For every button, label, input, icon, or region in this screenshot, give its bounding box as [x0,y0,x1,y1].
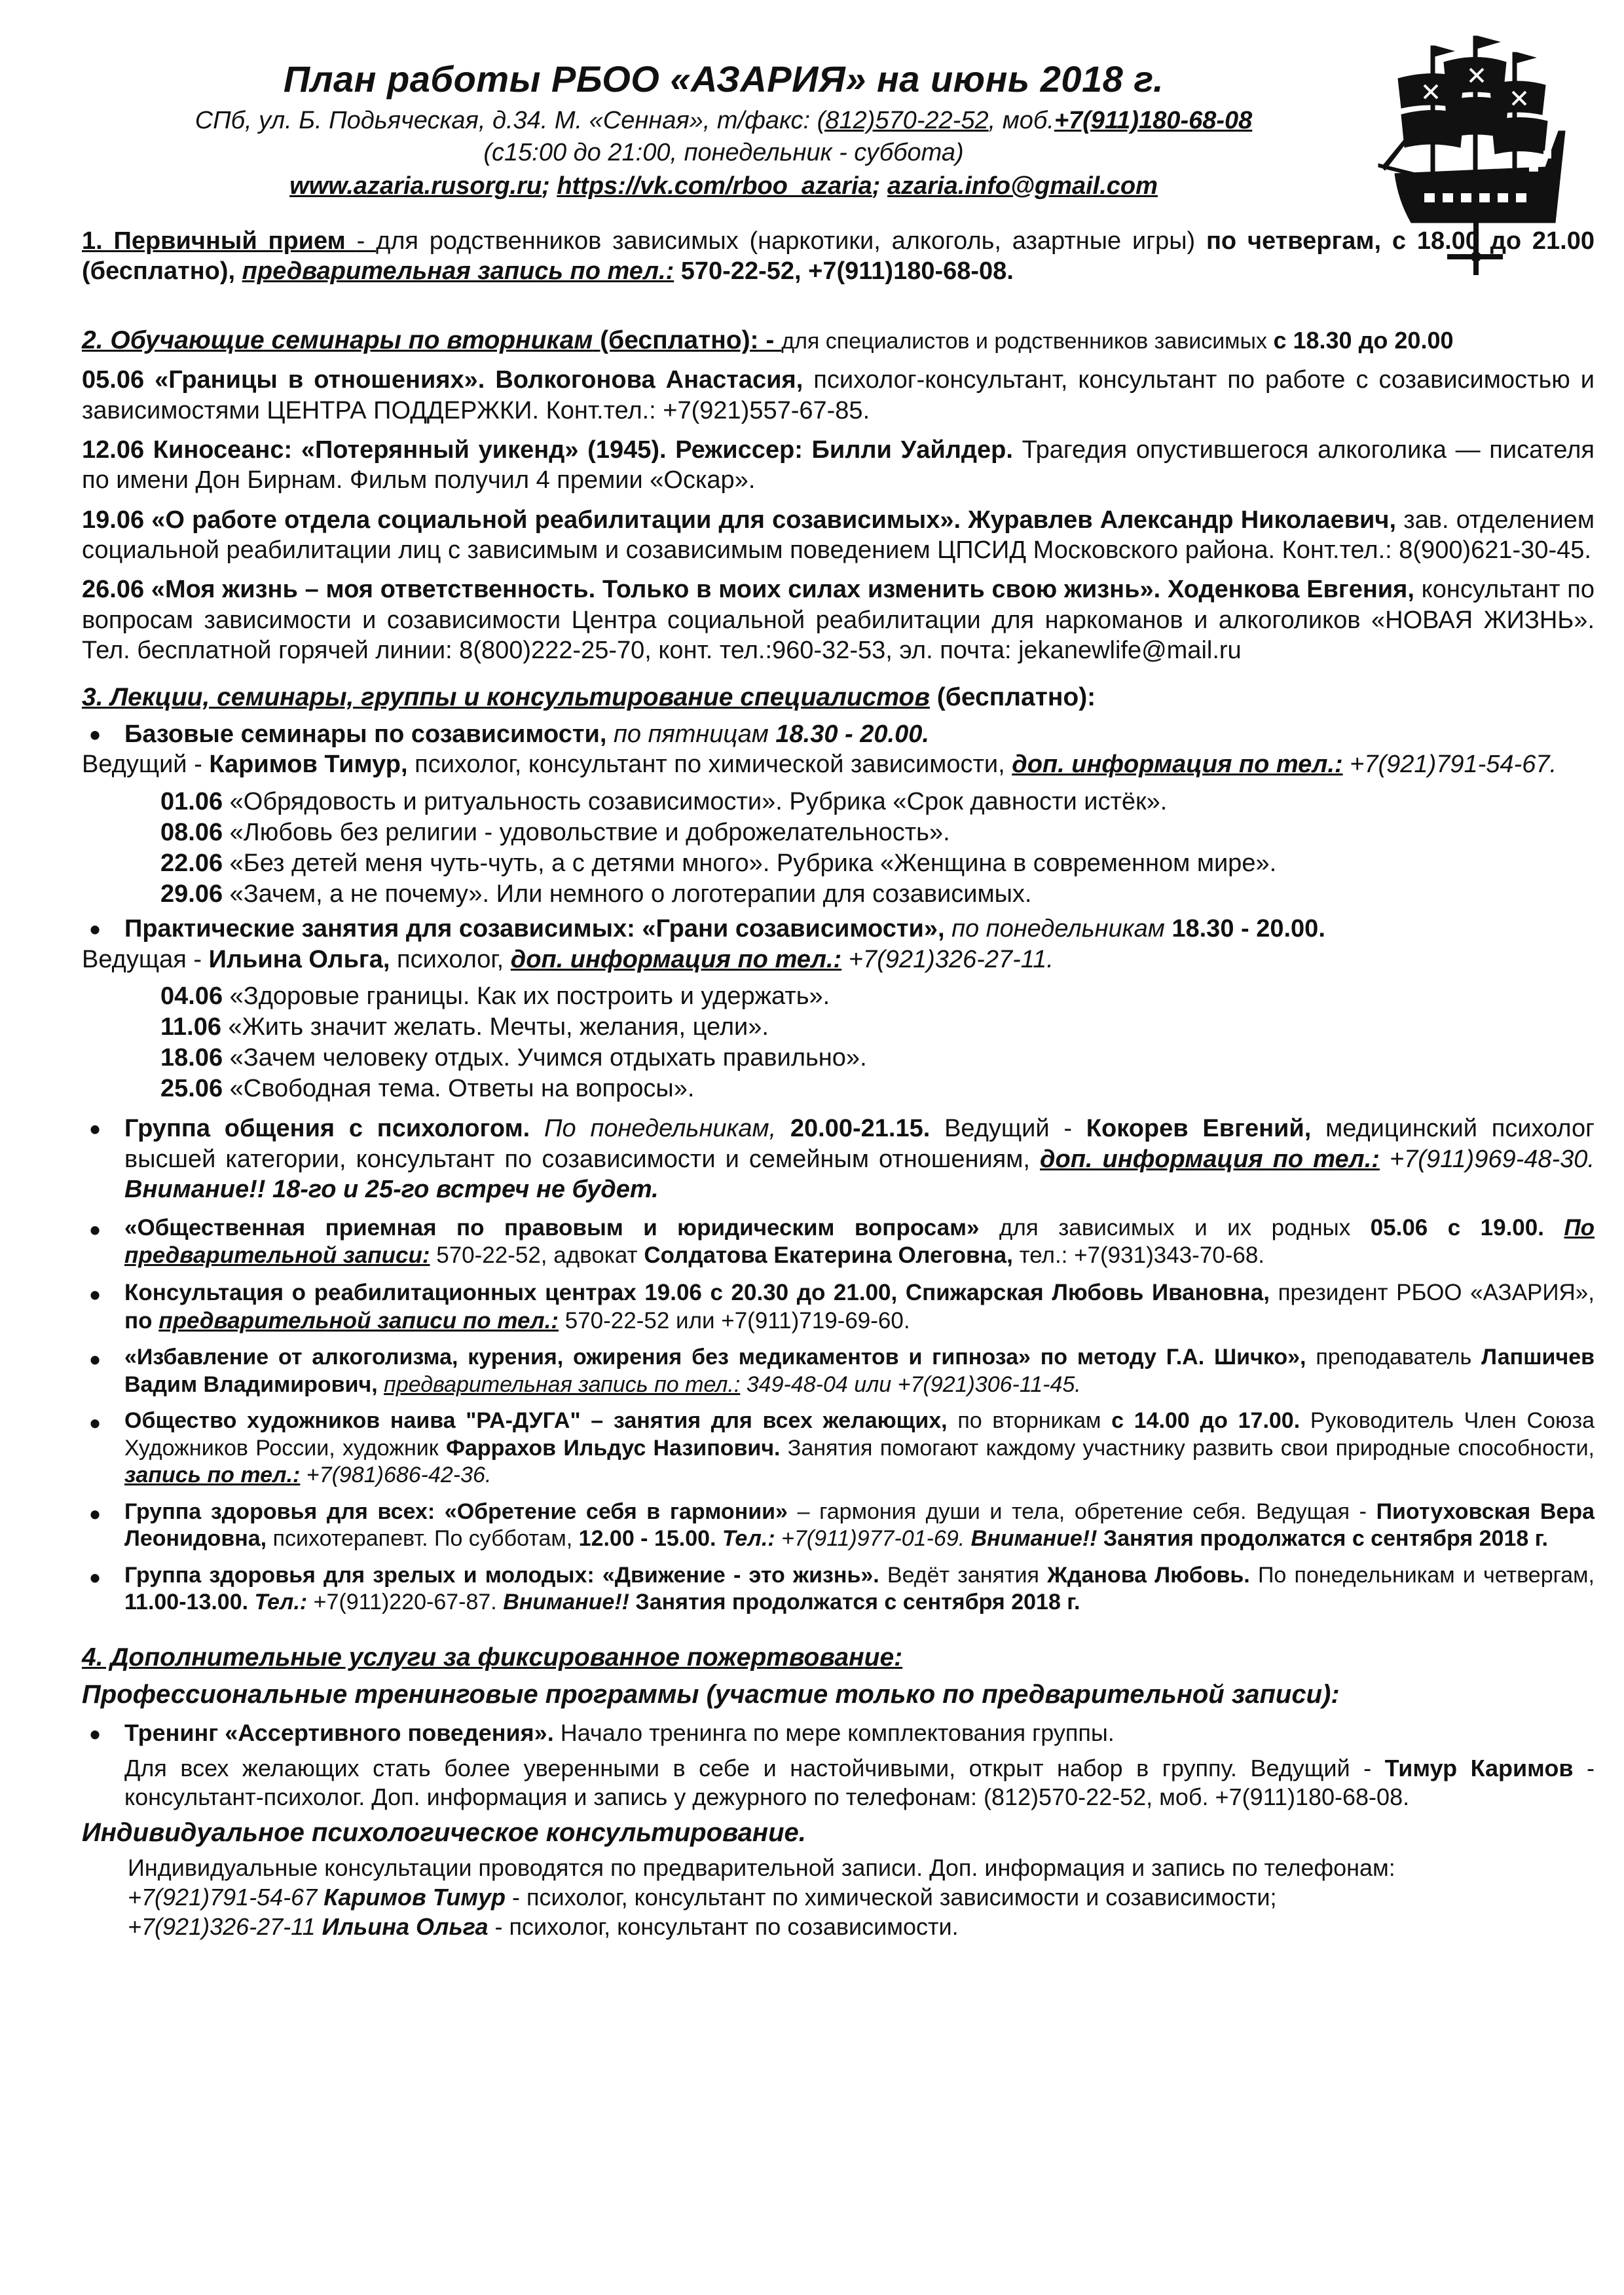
seminar-text: консультант по вопросам зависимости и созависимости Центра социальной реабилитации для наркоманов и алкоголиков «НОВАЯ ЖИЗНЬ». Тел. бесплатной горячей линии: 8(800)222-25-70, конт. тел.:960-32-53, эл. почта: jekanewlife@mail.ru [82,576,1595,665]
bullet-phone: +7(981)686-42-36. [300,1463,492,1488]
item-text: «Зачем человеку отдых. Учимся отдыхать правильно». [223,1044,867,1072]
bullet-when: по пятницам [606,720,776,749]
bullet-phone: 570-22-52 или +7(911)719-69-60. [559,1307,910,1334]
list-item [160,787,1595,817]
list-item [160,848,1595,879]
bullet-time: 18.30 - 20.00. [775,720,929,749]
section-1-prereg: предварительная запись по тел.: [242,257,674,286]
mobile-label: , моб. [988,107,1054,134]
document-header [79,46,1369,200]
bullet-phone: +7(911)220-67-87. [307,1590,504,1614]
bullet-when: По понедельникам, [530,1115,790,1143]
consultant-row [128,1882,1595,1912]
info-phone: +7(911)969-48-30. [1379,1145,1595,1173]
leader-name: Каримов Тимур, [209,751,408,779]
consultant-desc: - психолог, консультант по химической зависимости и созависимости; [506,1883,1277,1911]
bullet-title: «Избавление от алкоголизма, курения, ожирения без медикаментов и гипноза» по методу Г.А. Шичко», [124,1345,1306,1370]
leader-name: Жданова Любовь. [1047,1562,1250,1588]
item-date: 08.06 [160,818,223,846]
item-date: 22.06 [160,849,223,878]
item-text: «Зачем, а не почему». Или немного о логотерапии для созависимых. [223,880,1032,908]
phone-fax: (812)570-22-52 [817,107,989,134]
section-1-text: для родственников зависимых (наркотики, алкоголь, азартные игры) [376,227,1206,255]
bullet-title: Базовые семинары по созависимости, [124,720,607,749]
bullet-health-group-mature [82,1562,1595,1616]
document-content [82,226,1595,1941]
section-1-schedule: по четвергам, с 18.00 до 21.00 (бесплатно), [82,227,1595,286]
section-1-dash: - [356,227,377,255]
bullet-title: Практические занятия для созависимых: «Грани созависимости», [124,915,945,943]
website-link[interactable]: www.azaria.rusorg.ru [289,172,542,200]
bullet-text: 570-22-52, адвокат [430,1242,644,1269]
address-text: СПб, ул. Б. Подьяческая, д.34. М. «Сенная», т/факс: [194,107,817,134]
bullet-psychologist-group [82,1113,1595,1204]
tel-label: Тел.: [716,1526,775,1552]
section-2-time: с 18.30 до 20.00 [1273,326,1454,354]
bullet-phone: +7(911)977-01-69. [775,1526,971,1552]
item-text: «Без детей меня чуть-чуть, а с детями много». Рубрика «Женщина в современном мире». [223,849,1277,878]
training-programs-heading: Профессиональные тренинговые программы (участие только по предварительной записи): [82,1680,1340,1709]
section-2-free: (бесплатно): [593,326,759,354]
bullet-title: Группа здоровья для всех: «Обретение себя в гармонии» [124,1499,788,1524]
bullet-phone: тел.: +7(931)343-70-68. [1012,1242,1265,1269]
consultant-name: Каримов Тимур [323,1883,506,1911]
item-text: «Жить значит желать. Мечты, желания, цели». [221,1013,769,1041]
consultant-phone: +7(921)326-27-11 [128,1912,316,1940]
prereg-label: предварительная запись по тел.: [384,1371,741,1397]
bullet-phone: 349-48-04 или +7(921)306-11-45. [740,1371,1081,1397]
leader-name: Пиотуховская Вера Леонидовна, [124,1499,1595,1552]
bullet-text: По понедельникам и четвергам, [1249,1562,1595,1588]
section-3-header [82,682,1595,713]
page-title: План работы РБОО «АЗАРИЯ» на июнь 2018 г. [283,58,1164,100]
consultant-row [128,1912,1595,1941]
section-2-header [82,325,1595,356]
attention-label: Внимание!! [970,1526,1098,1552]
leader-desc: медицинский психолог высшей категории, консультант по созависимости и семейным отношениям, [124,1115,1595,1173]
info-phone: +7(921)326-27-11. [841,945,1054,973]
list-item [160,1073,1595,1104]
section-2-audience: для специалистов и родственников зависимых [781,328,1274,354]
email-link[interactable]: azaria.info@gmail.com [887,172,1158,200]
leader-desc: психолог, [390,945,511,973]
seminar-text: Трагедия опустившегося алкоголика — писателя по имени Дон Бирнам. Фильм получил 4 премии «Оскар». [82,436,1595,494]
info-label: доп. информация по тел.: [510,945,842,973]
prereg-label: запись по тел.: [124,1463,301,1488]
tel-label: Тел.: [248,1590,308,1614]
prereg-label: По предварительной записи: [124,1214,1595,1269]
training-lead: Тимур Каримов [1384,1754,1574,1782]
bullet-text: президент РБОО «АЗАРИЯ», [1270,1279,1595,1305]
bullet-text: психотерапевт. По субботам, [267,1526,579,1552]
bullet-basic-seminars: • • Базовые семинары по созависимости, по пятницам 18.30 - 20.00. Ведущий - Каримов Тимур, психолог, консультант по химической зависимости, доп. информация по тел.: +7(921)791-54-67. [82,719,1595,780]
list-item [160,879,1595,910]
list-item [160,1012,1595,1043]
seminar-item [82,574,1595,665]
training-description [82,1754,1595,1812]
bullet-date: 05.06 с 19.00. [1370,1214,1564,1241]
bullet-assertive-training [82,1719,1595,1747]
list-item [160,981,1595,1012]
seminar-title: 19.06 «О работе отдела социальной реабилитации для созависимых». Журавлев Александр Николаевич, [82,506,1397,534]
item-date: 01.06 [160,787,223,815]
bullet-time: 18.30 - 20.00. [1172,915,1325,943]
info-label: доп. информация по тел.: [1012,751,1343,779]
attention-label: Внимание!! [503,1590,629,1614]
consultant-phone: +7(921)791-54-67 [128,1883,318,1911]
section-3-heading: 3. Лекции, семинары, группы и консультирование специалистов [82,682,930,711]
consultant-desc: - психолог, консультант по созависимости. [488,1912,959,1940]
bullet-time: 12.00 - 15.00. [578,1526,716,1552]
bullet-text: Ведёт занятия [879,1562,1048,1588]
seminar-text: психолог-консультант, консультант по работе с созависимостью и зависимостями ЦЕНТРА ПОДДЕРЖКИ. Конт.тел.: +7(921)557-67-85. [82,366,1595,424]
section-1-heading: 1. Первичный прием [82,227,357,255]
section-2-heading: 2. Обучающие семинары по вторникам [82,326,593,354]
bullet-artists-society [82,1408,1595,1489]
list-item [160,817,1595,848]
item-date: 25.06 [160,1075,223,1103]
item-date: 04.06 [160,982,223,1010]
seminar-item [82,505,1595,566]
bullet-health-group-all [82,1499,1595,1553]
practical-session-list [82,981,1595,1104]
list-item [160,1043,1595,1073]
individual-text: Индивидуальные консультации проводятся по предварительной записи. Доп. информация и запись по телефонам: [128,1854,1395,1881]
section-1-phones: 570-22-52, +7(911)180-68-08. [674,257,1014,286]
basic-seminar-list [82,787,1595,910]
bullet-text: Руководитель Член Союза Художников России, художник [124,1408,1595,1461]
info-label: доп. информация по тел.: [1040,1145,1380,1173]
section-2-dash: - [758,326,782,354]
item-text: «Обрядовость и ритуальность созависимости». Рубрика «Срок давности истёк». [223,787,1168,815]
bullet-rehab-consultation [82,1279,1595,1335]
bullet-by: по [124,1307,159,1334]
bullet-text: Занятия помогают каждому участнику развить свои природные способности, [780,1435,1595,1461]
bullet-legal-reception [82,1214,1595,1270]
individual-consulting-heading: Индивидуальное психологическое консультирование. [82,1818,806,1847]
bullet-shichko-method [82,1344,1595,1398]
leader-label: Ведущий - [82,751,210,779]
seminar-item [82,365,1595,426]
seminar-title: 05.06 «Границы в отношениях». Волкогонова Анастасия, [82,366,803,394]
training-desc-text: Для всех желающих стать более уверенными в себе и настойчивыми, открыт набор в группу. Ведущий - [124,1754,1385,1782]
bullet-title: «Общественная приемная по правовым и юридическим вопросам» [124,1214,980,1241]
leader-desc: психолог, консультант по химической зависимости, [407,751,1012,779]
seminar-title: 26.06 «Моя жизнь – моя ответственность. Только в моих силах изменить свою жизнь». Ходенкова Евгения, [82,576,1414,604]
seminar-item [82,435,1595,496]
leader-label: Ведущая - [82,945,209,973]
item-text: «Любовь без религии - удовольствие и доброжелательность». [223,818,950,846]
bullet-title: Общество художников наива "РА-ДУГА" – занятия для всех желающих, [124,1408,948,1434]
attention-note: Занятия продолжатся с сентября 2018 г. [629,1590,1080,1614]
working-hours: (с15:00 до 21:00, понедельник - суббота) [483,139,964,166]
item-date: 18.06 [160,1044,223,1072]
attention-note: Занятия продолжатся с сентября 2018 г. [1097,1526,1548,1552]
address-line [79,107,1369,135]
section-1 [82,226,1595,287]
item-text: «Свободная тема. Ответы на вопросы». [223,1075,695,1103]
bullet-title: Группа здоровья для зрелых и молодых: «Движение - это жизнь». [124,1562,879,1588]
training-text: Начало тренинга по мере комплектования группы. [553,1719,1115,1747]
leader-name: Ильина Ольга, [208,945,390,973]
lawyer-name: Солдатова Екатерина Олеговна, [644,1242,1013,1269]
bullet-text: по вторникам [947,1408,1112,1434]
training-title: Тренинг «Ассертивного поведения». [124,1719,554,1747]
seminar-text: зав. отделением социальной реабилитации лиц с зависимым и созависимым поведением ЦПСИД Московского района. Конт.тел.: 8(900)621-30-45. [82,506,1595,565]
item-text: «Здоровые границы. Как их построить и удержать». [223,982,830,1010]
mobile-phone: +7(911)180-68-08 [1054,107,1253,134]
training-desc-text: - консультант-психолог. Доп. информация и запись у дежурного по телефонам: (812)570-22-52, моб. +7(911)180-68-08. [124,1754,1595,1810]
bullet-text: для зависимых и их родных [979,1214,1371,1241]
vk-link[interactable]: https://vk.com/rboo_azaria [557,172,872,200]
bullet-time: 20.00-21.15. [790,1115,931,1143]
bullet-text: – гармония души и тела, обретение себя. Ведущая - [787,1499,1376,1524]
info-phone: +7(921)791-54-67. [1342,751,1557,779]
bullet-time: с 14.00 до 17.00. [1111,1408,1301,1434]
artist-name: Фаррахов Ильдус Назипович. [445,1435,781,1461]
contact-links: www.azaria.rusorg.ru; https://vk.com/rboo_azaria; azaria.info@gmail.com [289,172,1158,200]
bullet-title: Консультация о реабилитационных центрах 19.06 с 20.30 до 21.00, Спижарская Любовь Ивановна, [124,1279,1270,1305]
teacher-name: Лапшичев Вадим Владимирович, [124,1345,1595,1397]
bullet-title: Группа общения с психологом. [124,1115,530,1143]
leader-label: Ведущий - [930,1115,1086,1143]
item-date: 11.06 [160,1013,221,1041]
bullet-when: по понедельникам [944,915,1172,943]
seminar-title: 12.06 Киносеанс: «Потерянный уикенд» (1945). Режиссер: Билли Уайлдер. [82,436,1013,464]
prereg-label: предварительной записи по тел.: [158,1307,559,1334]
individual-consulting-info [82,1853,1595,1941]
attention-note: Внимание!! 18-го и 25-го встреч не будет. [124,1176,659,1204]
leader-name: Кокорев Евгений, [1086,1115,1312,1143]
bullet-text: преподаватель [1306,1345,1482,1370]
bullet-time: 11.00-13.00. [124,1590,249,1614]
consultant-name: Ильина Ольга [322,1912,489,1940]
section-3-free: (бесплатно): [929,682,1096,711]
bullet-practical-sessions: • Практические занятия для созависимых: «Грани созависимости», по понедельникам 18.30 - 20.00. Ведущая - Ильина Ольга, психолог, доп. информация по тел.: +7(921)326-27-11. [82,912,1325,973]
section-4-heading: 4. Дополнительные услуги за фиксированное пожертвование: [82,1643,903,1672]
item-date: 29.06 [160,880,223,908]
